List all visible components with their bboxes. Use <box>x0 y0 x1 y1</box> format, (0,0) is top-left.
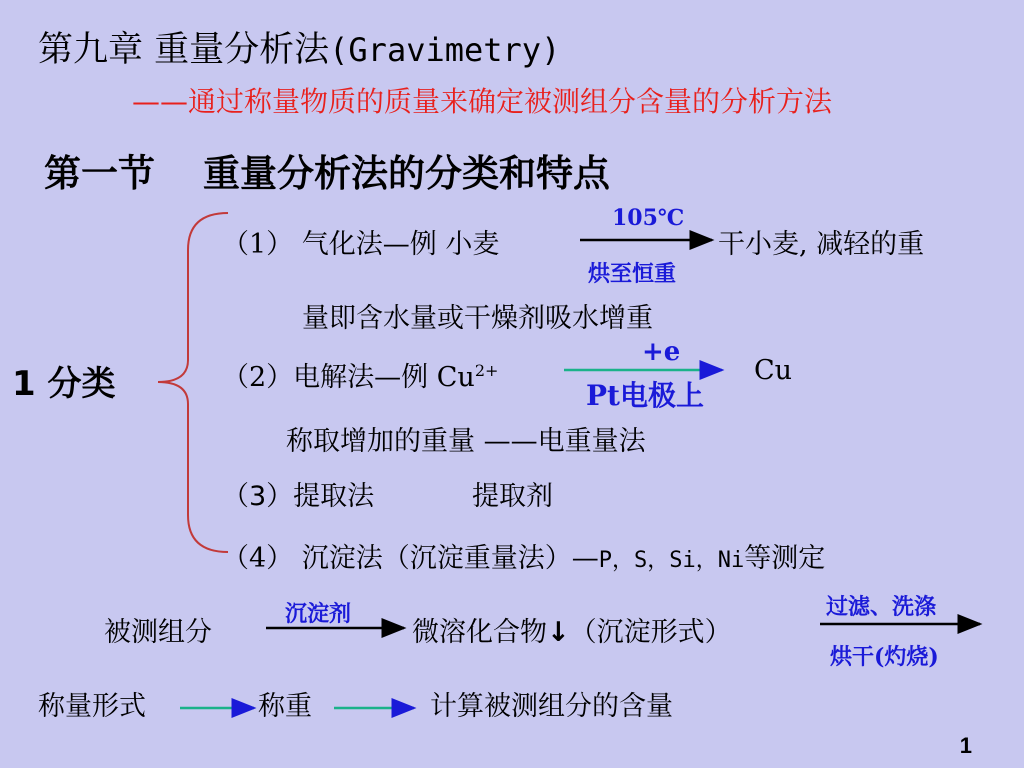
flow-1-precipitate-form: （沉淀形式） <box>569 617 732 648</box>
item-4-tail: 等测定 <box>744 543 826 574</box>
flow-1-dry-ignite: 烘干(灼烧) <box>830 644 939 670</box>
chapter-subtitle: ——通过称量物质的质量来确定被测组分含量的分析方法 <box>132 85 833 118</box>
flow-2-calculate: 计算被测组分的含量 <box>430 691 673 722</box>
item-3-text: （3）提取法 <box>222 481 375 512</box>
item-1-result: 干小麦, 减轻的重 <box>718 229 925 260</box>
item-1-condition-bottom: 烘至恒重 <box>588 262 677 287</box>
chapter-title-latin: (Gravimetry) <box>329 31 561 69</box>
item-3-extra: 提取剂 <box>472 481 553 512</box>
item-2-continuation: 称取增加的重量 ——电重量法 <box>286 426 646 457</box>
chapter-title-cn: 第九章 重量分析法 <box>38 30 330 70</box>
item-2-charge: 2+ <box>474 361 499 380</box>
item-2-condition-top: +e <box>642 337 681 367</box>
flow-2-weighing-form: 称量形式 <box>38 691 146 722</box>
item-2-condition-bottom: Pt电极上 <box>586 379 704 412</box>
item-1-condition-top: 105℃ <box>612 205 685 231</box>
item-4-elements: P，S，Si，Ni <box>598 548 745 573</box>
flow-1-filter-wash: 过滤、洗涤 <box>826 595 937 620</box>
item-2-result: Cu <box>754 355 793 386</box>
section-text: 重量分析法的分类和特点 <box>203 152 610 195</box>
classification-brace <box>158 213 228 552</box>
section-label: 第一节 <box>44 152 155 195</box>
item-4-label: （4） 沉淀法（沉淀重量法）— <box>222 543 599 574</box>
precipitate-down-arrow-icon: ↓ <box>547 617 570 648</box>
flow-1-compound-text: 微溶化合物 <box>412 617 547 648</box>
item-1-text: （1） 气化法—例 小麦 <box>222 229 500 260</box>
flow-1-analyte: 被测组分 <box>104 617 212 648</box>
flow-1-precipitant: 沉淀剂 <box>285 602 352 627</box>
classification-label: 1 分类 <box>12 364 116 404</box>
item-1-continuation: 量即含水量或干燥剂吸水增重 <box>302 303 653 334</box>
item-2-label: （2）电解法—例 Cu <box>222 362 475 393</box>
flow-2-weigh: 称重 <box>258 691 312 722</box>
page-number: 1 <box>959 733 972 758</box>
